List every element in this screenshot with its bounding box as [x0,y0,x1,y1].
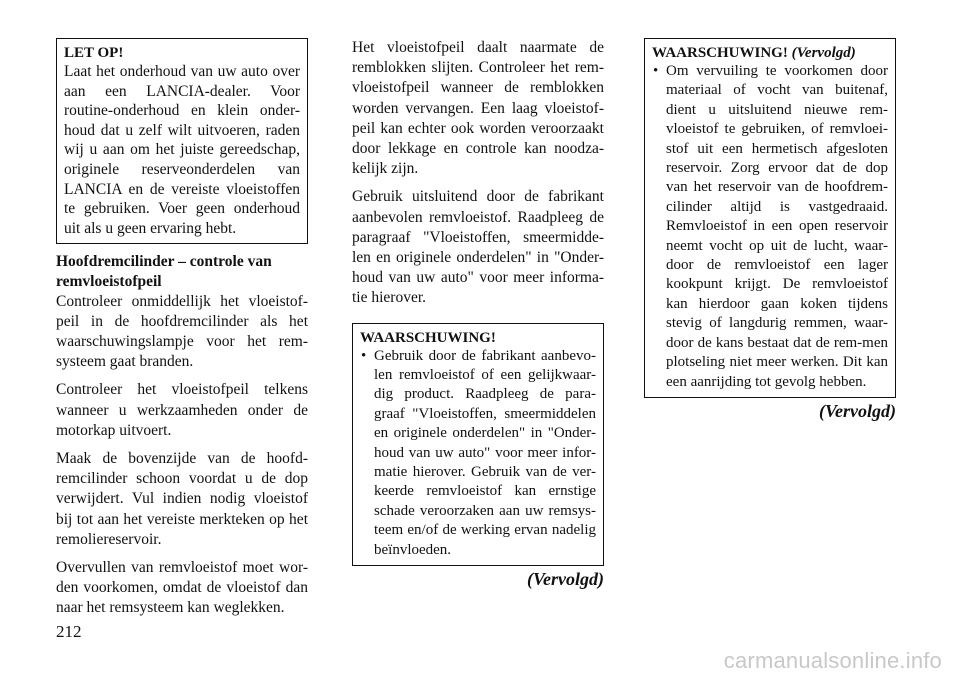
paragraph: Maak de bovenzijde van de hoofd-remcilinder schoon voordat u de dop verwijdert. Vul indien nodig vloeistof bij tot aan het vereiste merkteken op het remoliereservoir. [56,449,308,548]
caution-text: Laat het onderhoud van uw auto over aan een LANCIA-dealer. Voor routine-onderhoud en klein onder-houd dat u zelf wilt uitvoeren, raden wij u aan om het juiste gereedschap, originele reserveonderdelen van LANCIA en de vereiste vloeistoffen te gebruiken. Voer geen onderhoud uit als u geen ervaring hebt. [64,63,300,237]
warning-item: • Gebruik door de fabrikant aanbevo-len remvloeistof of een gelijkwaar-dig product. Raadpleeg de para-graaf "Vloeistoffen, smeermiddelen en originele onderdelen" in "Onder-houd van uw auto" voor meer infor-matie hierover. Gebruik van de ver-keerde remvloeistof kan ernstige schade veroorzaken aan uw remsys-teem en/of de werking ervan nadelig beïnvloeden. [360,347,596,560]
warning-box [352,323,604,566]
continued-label: (Vervolgd) [527,569,604,590]
warning-list [360,347,596,560]
warning-title [652,44,888,62]
warning-list [652,62,888,392]
warning-title: WAARSCHUWING! [360,329,496,346]
left-column [56,38,308,619]
caution-title: LET OP! [64,45,124,61]
warning-title-text: WAARSCHUWING! [652,45,788,61]
watermark: carmanualsonline.info [723,648,942,673]
page-number: 212 [56,622,82,641]
paragraph: Overvullen van remvloeistof moet wor-den voorkomen, omdat de vloeistof dan naar het remsysteem kan weglekken. [56,558,308,617]
paragraph: Controleer het vloeistofpeil telkens wanneer u werkzaamheden onder de motorkap uitvoert. [56,381,308,439]
warning-item: • Om vervuiling te voorkomen door materiaal of vocht van buitenaf, dient u uitsluitend nieuwe rem-vloeistof te gebruiken, of remvloei-stof uit een hermetisch afgesloten reservoir. Zorg ervoor dat de dop van het reservoir van de hoofdrem-cilinder altijd is vastgedraaid. Remvloeistof in een open reservoir neemt vocht op uit de lucht, waar-door de remvloeistof een lager kookpunt krijgt. De remvloeistof kan hierdoor gaan koken tijdens stevig of langdurig remmen, waar-door de kans bestaat dat de rem-men plotseling niet meer werken. Dit kan een aanrijding tot gevolg hebben. [652,62,888,392]
warning-title-suffix: (Vervolgd) [791,45,856,61]
continued-label: (Vervolgd) [819,400,896,421]
paragraph: Het vloeistofpeil daalt naarmate de remblokken slijten. Controleer het rem-vloeistofpeil wanneer de remblokken worden vervangen. Een laag vloeistof-peil kan echter ook worden veroorzaakt door lekkage en controle kan noodza-kelijk zijn. [352,39,604,178]
right-column [644,38,896,422]
section-heading: Hoofdremcilinder – controle van remvloeistofpeil [56,253,272,290]
caution-box [56,38,308,244]
paragraph: Gebruik uitsluitend door de fabrikant aanbevolen remvloeistof. Raadpleeg de paragraaf "Vloeistoffen, smeermidde-len en originele onderdelen" in "Onder-houd van uw auto" voor meer informa-tie hierover. [352,188,604,307]
warning-box-continued [644,38,896,398]
paragraph: Controleer onmiddellijk het vloeistof-peil in de hoofdremcilinder als het waarschuwingslampje voor het rem-systeem gaat branden. [56,292,308,371]
middle-column [352,38,604,590]
